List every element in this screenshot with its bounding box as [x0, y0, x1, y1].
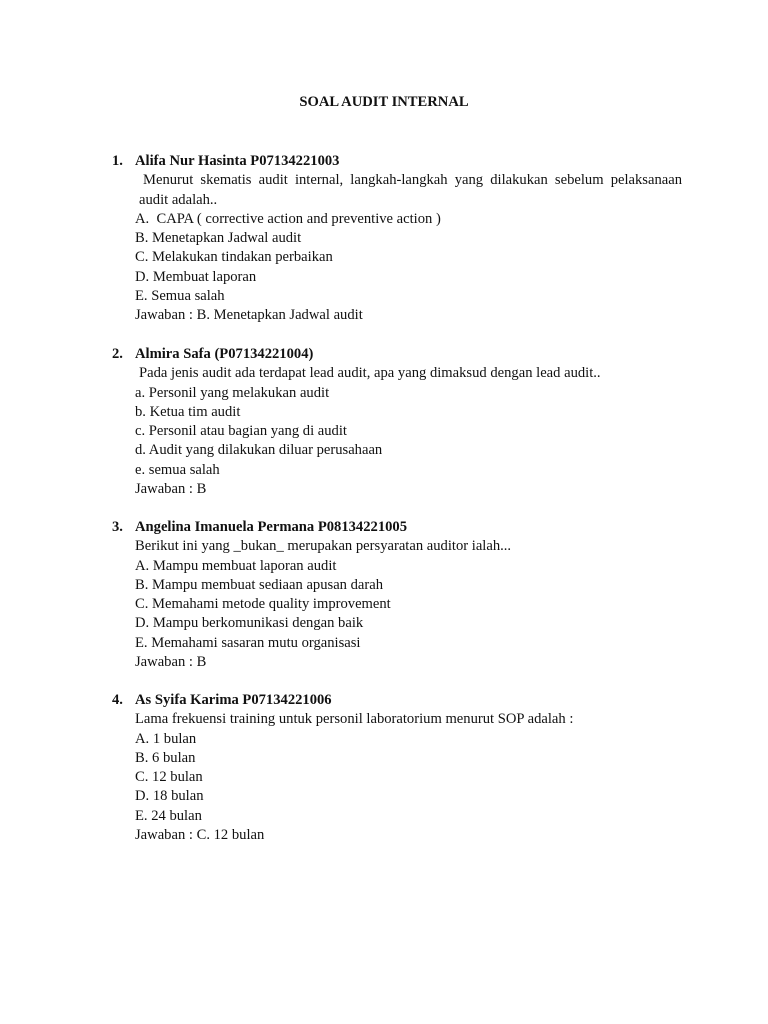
option-c: C. 12 bulan [135, 769, 203, 786]
answer-line: Jawaban : C. 12 bulan [135, 827, 265, 844]
option-a: A. CAPA ( corrective action and preventive action ) [135, 210, 441, 227]
answer-line: Jawaban : B [135, 654, 207, 671]
question-author: Alifa Nur Hasinta P07134221003 [135, 153, 340, 169]
question-text: Lama frekuensi training untuk personil laboratorium menurut SOP adalah : [135, 711, 574, 728]
question-author: Almira Safa (P07134221004) [135, 346, 314, 362]
option-d: D. Membuat laporan [135, 268, 257, 285]
answer-line: Jawaban : B. Menetapkan Jadwal audit [135, 307, 363, 324]
option-b: b. Ketua tim audit [135, 403, 241, 420]
question-number: 3. [112, 519, 123, 535]
option-a: a. Personil yang melakukan audit [135, 384, 330, 401]
option-d: D. 18 bulan [135, 788, 204, 805]
question-body [135, 518, 682, 672]
option-c: C. Melakukan tindakan perbaikan [135, 249, 333, 266]
question-number: 4. [112, 692, 123, 708]
document-title: SOAL AUDIT INTERNAL [299, 94, 469, 110]
option-b: B. 6 bulan [135, 749, 196, 766]
option-e: e. semua salah [135, 461, 220, 478]
question-block-3 [112, 518, 682, 672]
question-number: 1. [112, 153, 123, 169]
option-e: E. Semua salah [135, 288, 225, 305]
question-author: As Syifa Karima P07134221006 [135, 692, 332, 708]
option-d: d. Audit yang dilakukan diluar perusahaan [135, 442, 383, 459]
option-d: D. Mampu berkomunikasi dengan baik [135, 615, 364, 632]
option-e: E. Memahami sasaran mutu organisasi [135, 634, 361, 651]
question-text: Berikut ini yang _bukan_ merupakan persyaratan auditor ialah... [135, 538, 512, 555]
question-author: Angelina Imanuela Permana P08134221005 [135, 519, 408, 535]
answer-line: Jawaban : B [135, 481, 207, 498]
question-block-2 [112, 345, 682, 499]
question-block-1 [112, 152, 682, 326]
option-a: A. Mampu membuat laporan audit [135, 557, 337, 574]
question-body [135, 152, 682, 326]
option-a: A. 1 bulan [135, 730, 197, 747]
option-b: B. Menetapkan Jadwal audit [135, 230, 302, 247]
question-body [135, 345, 682, 499]
option-c: c. Personil atau bagian yang di audit [135, 423, 347, 440]
question-text: Menurut skematis audit internal, langkah-langkah yang dilakukan sebelum pelaksanaan audit adalah.. [139, 172, 682, 208]
question-text: Pada jenis audit ada terdapat lead audit, apa yang dimaksud dengan lead audit.. [139, 365, 601, 382]
option-b: B. Mampu membuat sediaan apusan darah [135, 576, 384, 593]
option-e: E. 24 bulan [135, 807, 202, 824]
option-c: C. Memahami metode quality improvement [135, 596, 391, 613]
question-body [135, 691, 682, 845]
question-block-4 [112, 691, 682, 845]
question-number: 2. [112, 346, 123, 362]
